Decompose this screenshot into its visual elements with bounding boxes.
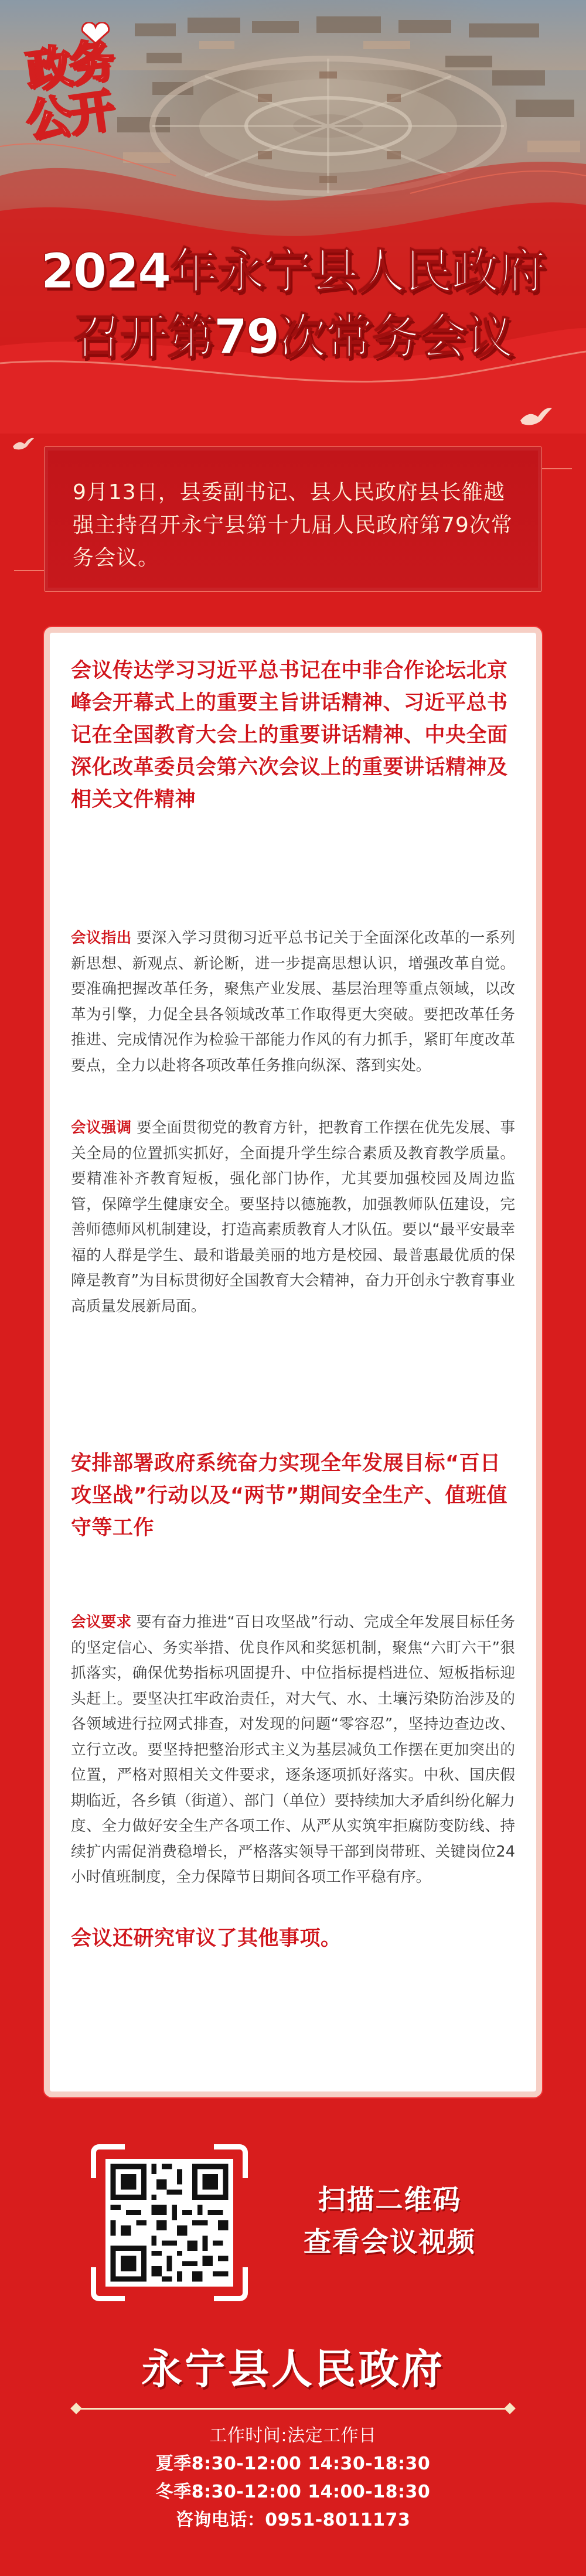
intro-frame-line xyxy=(14,570,45,571)
paragraph-text: 要有奋力推进“百日攻坚战”行动、完成全年发展目标任务的坚定信心、务实举措、优良作风和奖惩机制，聚焦“六盯六干”狠抓落实，确保优势指标巩固提升、中位指标提档进位、短板指标迎头赶上。要坚决扛牢政治责任，对大气、水、土壤污染防治涉及的各领域进行拉网式排查，对发现的问题“零容忍”，坚持边查边改、立行立改。要坚持把整治形式主义为基层减负工作摆在更加突出的位置，严格对照相关文件要求，逐条逐项抓好落实。中秋、国庆假期临近，各乡镇（街道）、部门（单位）要持续加大矛盾纠纷化解力度、全力做好安全生产各项工作、从严从实筑牢拒腐防变防线、持续扩内需促消费稳增长，严格落实领导干部到岗带班、关键岗位24小时值班制度，全力保障节日期间各项工作平稳有序。 xyxy=(71,1613,515,1886)
divider-diamond xyxy=(504,2403,516,2414)
view-video-label: 查看会议视频 xyxy=(304,2226,476,2258)
paragraph-text: 要深入学习贯彻习近平总书记关于全面深化改革的一系列新思想、新观点、新论断，进一步提高思想认识，增强改革自觉。要准确把握改革任务，聚焦产业发展、基层治理等重点领域，以改革为引擎，力促全县各领域改革工作取得更大突破。要把改革任务推进、完成情况作为检验干部能力作风的有力抓手，紧盯年度改革要点，全力以赴将各项改革任务推向纵深、落到实处。 xyxy=(71,929,515,1074)
winter-hours: 冬季8:30-12:00 14:00-18:30 xyxy=(155,2482,431,2502)
dove-icon xyxy=(12,436,35,453)
section-heading-other: 会议还研究审议了其他事项。 xyxy=(71,1927,342,1950)
tag-label: 会议要求 xyxy=(71,1613,132,1631)
summer-hours: 夏季8:30-12:00 14:30-18:30 xyxy=(155,2454,431,2474)
logo-line1: 政务 xyxy=(22,34,116,98)
page-title-line2: 召开第79次常务会议 xyxy=(73,309,513,365)
qr-code-icon xyxy=(105,2159,233,2287)
hero-banner xyxy=(0,0,586,434)
paragraph-meeting-emphasized xyxy=(71,1115,515,1319)
tag-label: 会议指出 xyxy=(71,929,132,947)
divider xyxy=(76,2408,510,2410)
intro-text: 9月13日，县委副书记、县人民政府县长雒越强主持召开永宁县第十九届人民政府第79次常务会议。 xyxy=(73,480,513,570)
scan-qr-label: 扫描二维码 xyxy=(318,2184,462,2216)
video-qr-code[interactable] xyxy=(91,2144,248,2301)
intro-frame-line xyxy=(541,468,572,469)
logo-line2: 公开 xyxy=(22,84,116,148)
section-heading-study: 会议传达学习习近平总书记在中非合作论坛北京峰会开幕式上的重要主旨讲话精神、习近平总书记在全国教育大会上的重要讲话精神、中央全面深化改革委员会第六次会议上的重要讲话精神及相关文件精神 xyxy=(71,659,508,811)
content-panel xyxy=(44,627,542,2097)
paragraph-text: 要全面贯彻党的教育方针，把教育工作摆在优先发展、事关全局的位置抓实抓好，全面提升学生综合素质及教育教学质量。要精准补齐教育短板，强化部门协作，尤其要加强校园及周边监管，保障学生健康安全。要坚持以德施教，加强教师队伍建设，完善师德师风机制建设，打造高素质教育人才队伍。要以“最平安最幸福的人群是学生、最和谐最美丽的地方是校园、最普惠最优质的保障是教育”为目标贯彻好全国教育大会精神，奋力开创永宁教育事业高质量发展新局面。 xyxy=(71,1119,515,1315)
dove-icon xyxy=(519,404,554,431)
intro-box xyxy=(44,446,542,592)
government-name: 永宁县人民政府 xyxy=(141,2345,445,2393)
paragraph-meeting-pointed xyxy=(71,926,515,1079)
page-title-line1: 2024年永宁县人民政府 xyxy=(40,244,546,299)
section-heading-deployment: 安排部署政府系统奋力实现全年发展目标“百日攻坚战”行动以及“两节”期间安全生产、值班值守等工作 xyxy=(71,1452,508,1540)
divider-diamond xyxy=(70,2403,82,2414)
government-affairs-logo xyxy=(11,18,134,148)
tag-label: 会议强调 xyxy=(71,1119,132,1137)
consult-phone[interactable]: 咨询电话：0951-8011173 xyxy=(175,2510,411,2530)
paragraph-meeting-required xyxy=(71,1610,515,1891)
work-time-label: 工作时间:法定工作日 xyxy=(209,2425,377,2446)
